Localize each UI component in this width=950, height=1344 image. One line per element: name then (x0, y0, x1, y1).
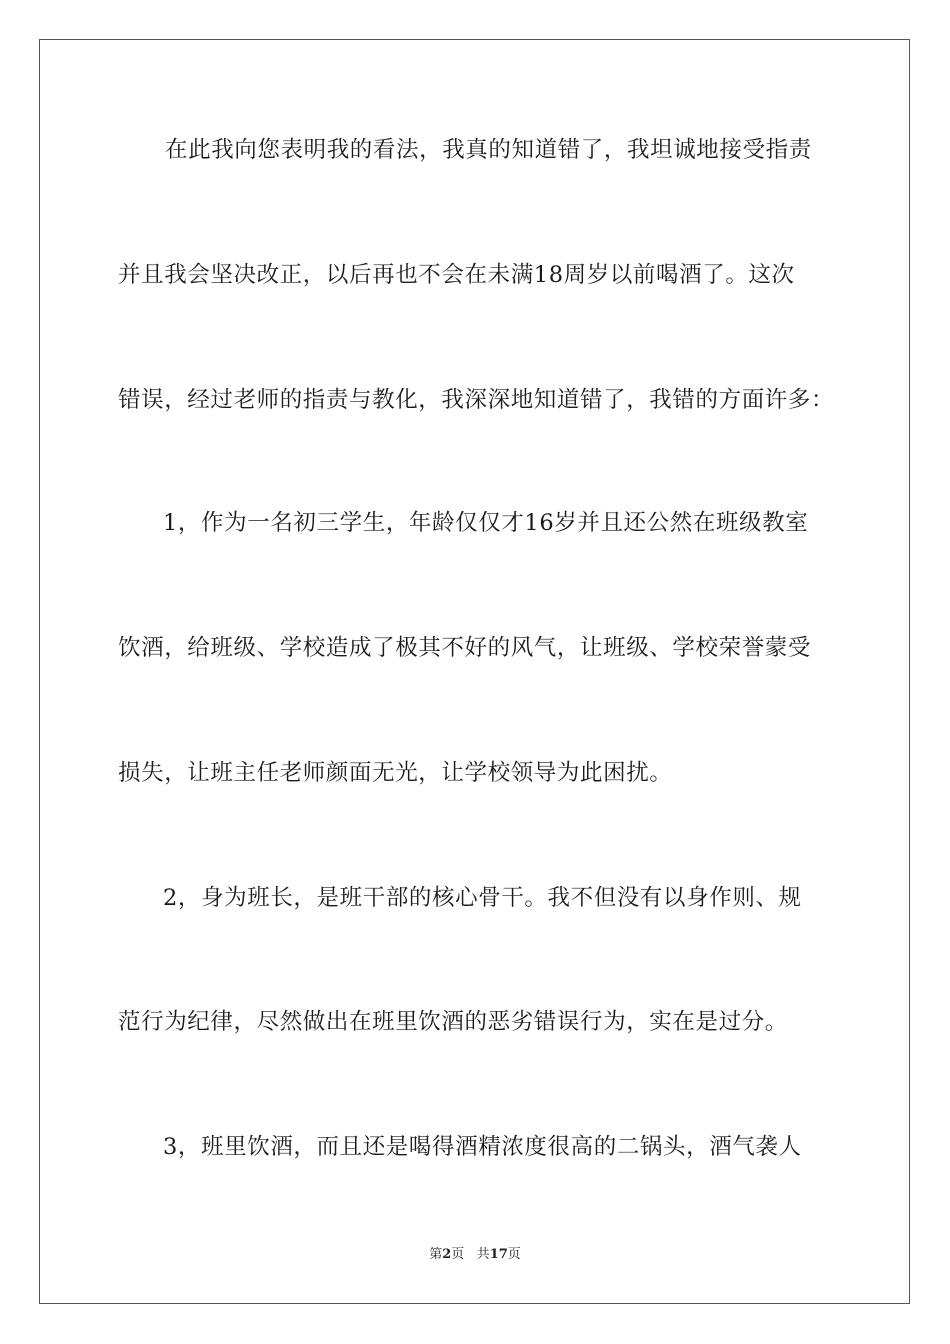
page-border (39, 39, 910, 1304)
page-prefix: 第 (429, 1247, 443, 1262)
body-text-line: 2，身为班长，是班干部的核心骨干。我不但没有以身作则、规 (163, 885, 802, 911)
total-suffix: 页 (507, 1247, 521, 1262)
page-footer (0, 1246, 950, 1264)
body-text-line: 范行为纪律，尽然做出在班里饮酒的恶劣错误行为，实在是过分。 (118, 1009, 788, 1035)
body-text-line: 饮酒，给班级、学校造成了极其不好的风气，让班级、学校荣誉蒙受 (118, 635, 812, 661)
body-text-line: 3，班里饮酒，而且还是喝得酒精浓度很高的二锅头，酒气袭人 (163, 1134, 802, 1160)
body-text-line: 在此我向您表明我的看法，我真的知道错了，我坦诚地接受指责 (165, 137, 812, 163)
total-prefix: 共 (476, 1247, 490, 1262)
body-text-line: 损失，让班主任老师颜面无光，让学校领导为此困扰。 (118, 760, 673, 786)
page-number: 2 (442, 1247, 452, 1262)
body-text-line: 并且我会坚决改正，以后再也不会在未满18周岁以前喝酒了。这次 (118, 262, 795, 288)
body-text-line: 1，作为一名初三学生，年龄仅仅才16岁并且还公然在班级教室 (163, 510, 809, 536)
body-text-line: 错误，经过老师的指责与教化，我深深地知道错了，我错的方面许多： (118, 387, 835, 413)
page-suffix: 页 (451, 1247, 465, 1262)
total-pages: 17 (489, 1247, 508, 1262)
